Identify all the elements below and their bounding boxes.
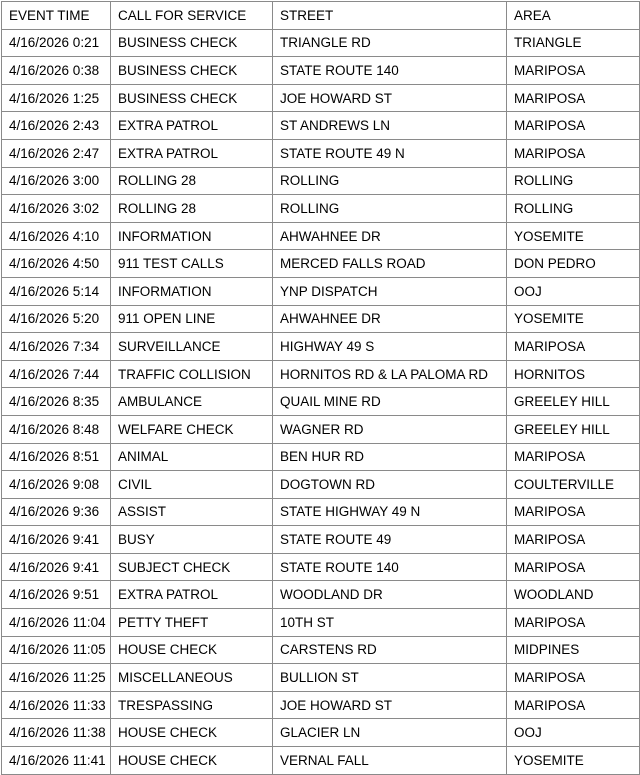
cell-call-for-service: ROLLING 28 [111, 195, 273, 223]
cell-call-for-service: BUSINESS CHECK [111, 84, 273, 112]
cell-event-time: 4/16/2026 8:35 [2, 388, 111, 416]
cell-event-time: 4/16/2026 9:41 [2, 526, 111, 554]
cell-street: ST ANDREWS LN [273, 112, 507, 140]
cell-call-for-service: TRESPASSING [111, 691, 273, 719]
cell-event-time: 4/16/2026 11:05 [2, 636, 111, 664]
table-row [2, 471, 640, 499]
cell-event-time: 4/16/2026 11:04 [2, 609, 111, 637]
cell-street: QUAIL MINE RD [273, 388, 507, 416]
cell-area: MARIPOSA [507, 553, 640, 581]
cell-call-for-service: WELFARE CHECK [111, 415, 273, 443]
cell-call-for-service: TRAFFIC COLLISION [111, 360, 273, 388]
cell-area: MARIPOSA [507, 84, 640, 112]
cell-call-for-service: EXTRA PATROL [111, 581, 273, 609]
cell-area: MARIPOSA [507, 609, 640, 637]
cell-call-for-service: ASSIST [111, 498, 273, 526]
cell-call-for-service: PETTY THEFT [111, 609, 273, 637]
cell-call-for-service: CIVIL [111, 471, 273, 499]
cell-call-for-service: INFORMATION [111, 222, 273, 250]
cell-call-for-service: BUSY [111, 526, 273, 554]
table-row [2, 222, 640, 250]
cell-call-for-service: HOUSE CHECK [111, 719, 273, 747]
table-row [2, 29, 640, 57]
cell-street: JOE HOWARD ST [273, 691, 507, 719]
cell-event-time: 4/16/2026 0:38 [2, 57, 111, 85]
cell-call-for-service: BUSINESS CHECK [111, 29, 273, 57]
cell-area: TRIANGLE [507, 29, 640, 57]
cell-event-time: 4/16/2026 3:00 [2, 167, 111, 195]
cell-street: CARSTENS RD [273, 636, 507, 664]
cell-event-time: 4/16/2026 11:25 [2, 664, 111, 692]
cell-call-for-service: ANIMAL [111, 443, 273, 471]
table-row [2, 553, 640, 581]
cell-call-for-service: ROLLING 28 [111, 167, 273, 195]
cell-event-time: 4/16/2026 9:41 [2, 553, 111, 581]
table-row [2, 139, 640, 167]
cell-street: YNP DISPATCH [273, 277, 507, 305]
cell-event-time: 4/16/2026 9:08 [2, 471, 111, 499]
cell-area: MARIPOSA [507, 57, 640, 85]
cell-event-time: 4/16/2026 9:51 [2, 581, 111, 609]
table-row [2, 691, 640, 719]
cell-event-time: 4/16/2026 5:14 [2, 277, 111, 305]
cell-call-for-service: BUSINESS CHECK [111, 57, 273, 85]
cell-event-time: 4/16/2026 5:20 [2, 305, 111, 333]
cell-event-time: 4/16/2026 2:43 [2, 112, 111, 140]
table-row [2, 526, 640, 554]
table-row [2, 333, 640, 361]
cell-event-time: 4/16/2026 11:41 [2, 747, 111, 775]
cell-area: MARIPOSA [507, 443, 640, 471]
table-row [2, 112, 640, 140]
cell-street: VERNAL FALL [273, 747, 507, 775]
cell-area: ROLLING [507, 167, 640, 195]
cell-area: MARIPOSA [507, 112, 640, 140]
cell-street: TRIANGLE RD [273, 29, 507, 57]
cell-street: STATE ROUTE 49 [273, 526, 507, 554]
table-row [2, 719, 640, 747]
cell-call-for-service: MISCELLANEOUS [111, 664, 273, 692]
cell-event-time: 4/16/2026 8:48 [2, 415, 111, 443]
table-row [2, 84, 640, 112]
cell-event-time: 4/16/2026 7:44 [2, 360, 111, 388]
cell-call-for-service: AMBULANCE [111, 388, 273, 416]
cell-area: GREELEY HILL [507, 415, 640, 443]
cell-area: GREELEY HILL [507, 388, 640, 416]
cell-call-for-service: 911 OPEN LINE [111, 305, 273, 333]
cell-event-time: 4/16/2026 0:21 [2, 29, 111, 57]
cell-area: DON PEDRO [507, 250, 640, 278]
cell-area: MARIPOSA [507, 333, 640, 361]
header-call-for-service: CALL FOR SERVICE [111, 2, 273, 30]
cell-area: WOODLAND [507, 581, 640, 609]
call-log-table [1, 1, 640, 775]
cell-street: MERCED FALLS ROAD [273, 250, 507, 278]
cell-street: GLACIER LN [273, 719, 507, 747]
cell-street: HORNITOS RD & LA PALOMA RD [273, 360, 507, 388]
table-row [2, 664, 640, 692]
cell-call-for-service: EXTRA PATROL [111, 139, 273, 167]
cell-event-time: 4/16/2026 3:02 [2, 195, 111, 223]
cell-area: MARIPOSA [507, 691, 640, 719]
cell-event-time: 4/16/2026 11:33 [2, 691, 111, 719]
table-row [2, 415, 640, 443]
table-row [2, 250, 640, 278]
cell-street: 10TH ST [273, 609, 507, 637]
table-row [2, 498, 640, 526]
cell-event-time: 4/16/2026 2:47 [2, 139, 111, 167]
cell-street: BULLION ST [273, 664, 507, 692]
cell-street: STATE ROUTE 140 [273, 553, 507, 581]
cell-street: WOODLAND DR [273, 581, 507, 609]
cell-event-time: 4/16/2026 8:51 [2, 443, 111, 471]
table-row [2, 747, 640, 775]
table-row [2, 388, 640, 416]
cell-event-time: 4/16/2026 4:50 [2, 250, 111, 278]
table-row [2, 195, 640, 223]
cell-event-time: 4/16/2026 7:34 [2, 333, 111, 361]
cell-call-for-service: SURVEILLANCE [111, 333, 273, 361]
cell-call-for-service: HOUSE CHECK [111, 747, 273, 775]
table-row [2, 305, 640, 333]
header-event-time: EVENT TIME [2, 2, 111, 30]
cell-area: HORNITOS [507, 360, 640, 388]
cell-street: DOGTOWN RD [273, 471, 507, 499]
cell-area: COULTERVILLE [507, 471, 640, 499]
cell-call-for-service: INFORMATION [111, 277, 273, 305]
table-row [2, 277, 640, 305]
cell-call-for-service: SUBJECT CHECK [111, 553, 273, 581]
table-row [2, 609, 640, 637]
cell-event-time: 4/16/2026 11:38 [2, 719, 111, 747]
cell-area: YOSEMITE [507, 222, 640, 250]
table-body [2, 29, 640, 774]
cell-call-for-service: EXTRA PATROL [111, 112, 273, 140]
cell-street: STATE HIGHWAY 49 N [273, 498, 507, 526]
cell-area: MARIPOSA [507, 498, 640, 526]
cell-call-for-service: 911 TEST CALLS [111, 250, 273, 278]
cell-area: OOJ [507, 719, 640, 747]
table-row [2, 167, 640, 195]
cell-area: YOSEMITE [507, 747, 640, 775]
cell-street: STATE ROUTE 140 [273, 57, 507, 85]
cell-area: YOSEMITE [507, 305, 640, 333]
cell-street: ROLLING [273, 195, 507, 223]
cell-area: MARIPOSA [507, 526, 640, 554]
cell-street: AHWAHNEE DR [273, 222, 507, 250]
table-row [2, 443, 640, 471]
cell-street: BEN HUR RD [273, 443, 507, 471]
cell-area: MARIPOSA [507, 139, 640, 167]
table-header-row [2, 2, 640, 30]
cell-area: OOJ [507, 277, 640, 305]
header-area: AREA [507, 2, 640, 30]
table-row [2, 581, 640, 609]
table-row [2, 57, 640, 85]
cell-event-time: 4/16/2026 9:36 [2, 498, 111, 526]
cell-street: STATE ROUTE 49 N [273, 139, 507, 167]
cell-call-for-service: HOUSE CHECK [111, 636, 273, 664]
cell-area: ROLLING [507, 195, 640, 223]
cell-street: HIGHWAY 49 S [273, 333, 507, 361]
table-row [2, 636, 640, 664]
cell-street: AHWAHNEE DR [273, 305, 507, 333]
cell-street: JOE HOWARD ST [273, 84, 507, 112]
cell-event-time: 4/16/2026 4:10 [2, 222, 111, 250]
cell-street: ROLLING [273, 167, 507, 195]
cell-event-time: 4/16/2026 1:25 [2, 84, 111, 112]
header-street: STREET [273, 2, 507, 30]
cell-street: WAGNER RD [273, 415, 507, 443]
cell-area: MIDPINES [507, 636, 640, 664]
cell-area: MARIPOSA [507, 664, 640, 692]
table-row [2, 360, 640, 388]
